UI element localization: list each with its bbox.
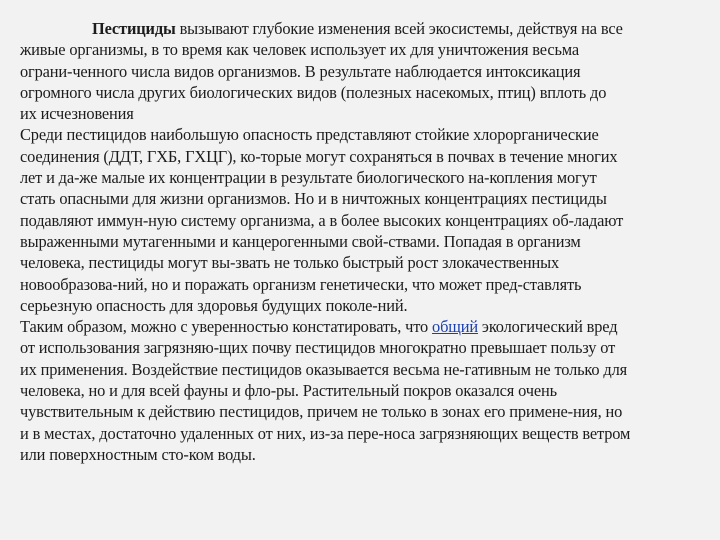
term-pesticides: Пестициды <box>92 19 176 38</box>
text-line: или поверхностным сто-ком воды. <box>20 444 256 464</box>
text-line: соединения (ДДТ, ГХБ, ГХЦГ), ко-торые могут сохраняться в почвах в течение многих <box>20 146 618 166</box>
link-obshchiy[interactable]: общий <box>432 317 478 337</box>
text-line: подавляют иммун-ную систему организма, а в более высоких концентрациях об-ладают <box>20 210 624 230</box>
text-line: от использования загрязняю-щих почву пестицидов многократно превышает пользу от <box>20 338 616 358</box>
text-line: Среди пестицидов наибольшую опасность представляют стойкие хлорорганические <box>20 125 599 145</box>
text-line: лет и да-же малые их концентрации в результате биологического на-копления могут <box>20 168 597 188</box>
text-line <box>20 18 710 39</box>
text-line: их применения. Воздействие пестицидов оказывается весьма не-гативным не только для <box>20 359 628 379</box>
text-line: огромного числа других биологических видов (полезных насекомых, птиц) вплоть до <box>20 82 607 102</box>
paragraph-pesticides-intro <box>20 18 710 124</box>
text-line: человека, но и для всей фауны и фло-ры. Растительный покров оказался очень <box>20 381 557 401</box>
text-span: Таким образом, можно с уверенностью констатировать, что <box>20 317 433 337</box>
text-span: вызывают глубокие изменения всей экосистемы, действуя на все <box>175 19 623 38</box>
text-line: новообразова-ний, но и поражать организм генетически, что может пред-ставлять <box>20 274 582 294</box>
document-text <box>20 18 710 465</box>
text-span: экологический вред <box>477 317 618 337</box>
paragraph-organochlorine <box>20 124 710 316</box>
text-line: стать опасными для жизни организмов. Но и в ничтожных концентрациях пестициды <box>20 189 607 209</box>
text-line: чувствительным к действию пестицидов, причем не только в зонах его примене-ния, но <box>20 402 623 422</box>
text-line: серьезную опасность для здоровья будущих поколе-ний. <box>20 295 408 315</box>
text-line: выраженными мутагенными и канцерогенными свой-ствами. Попадая в организм <box>20 231 581 251</box>
text-line: их исчезновения <box>20 104 134 124</box>
paragraph-conclusion <box>20 316 710 465</box>
text-line <box>20 316 710 337</box>
text-line: человека, пестициды могут вы-звать не только быстрый рост злокачественных <box>20 253 560 273</box>
text-line: живые организмы, в то время как человек использует их для уничтожения весьма <box>20 40 579 60</box>
text-line: и в местах, достаточно удаленных от них, из-за пере-носа загрязняющих веществ ветром <box>20 423 631 443</box>
text-line: ограни-ченного числа видов организмов. В результате наблюдается интоксикация <box>20 61 581 81</box>
